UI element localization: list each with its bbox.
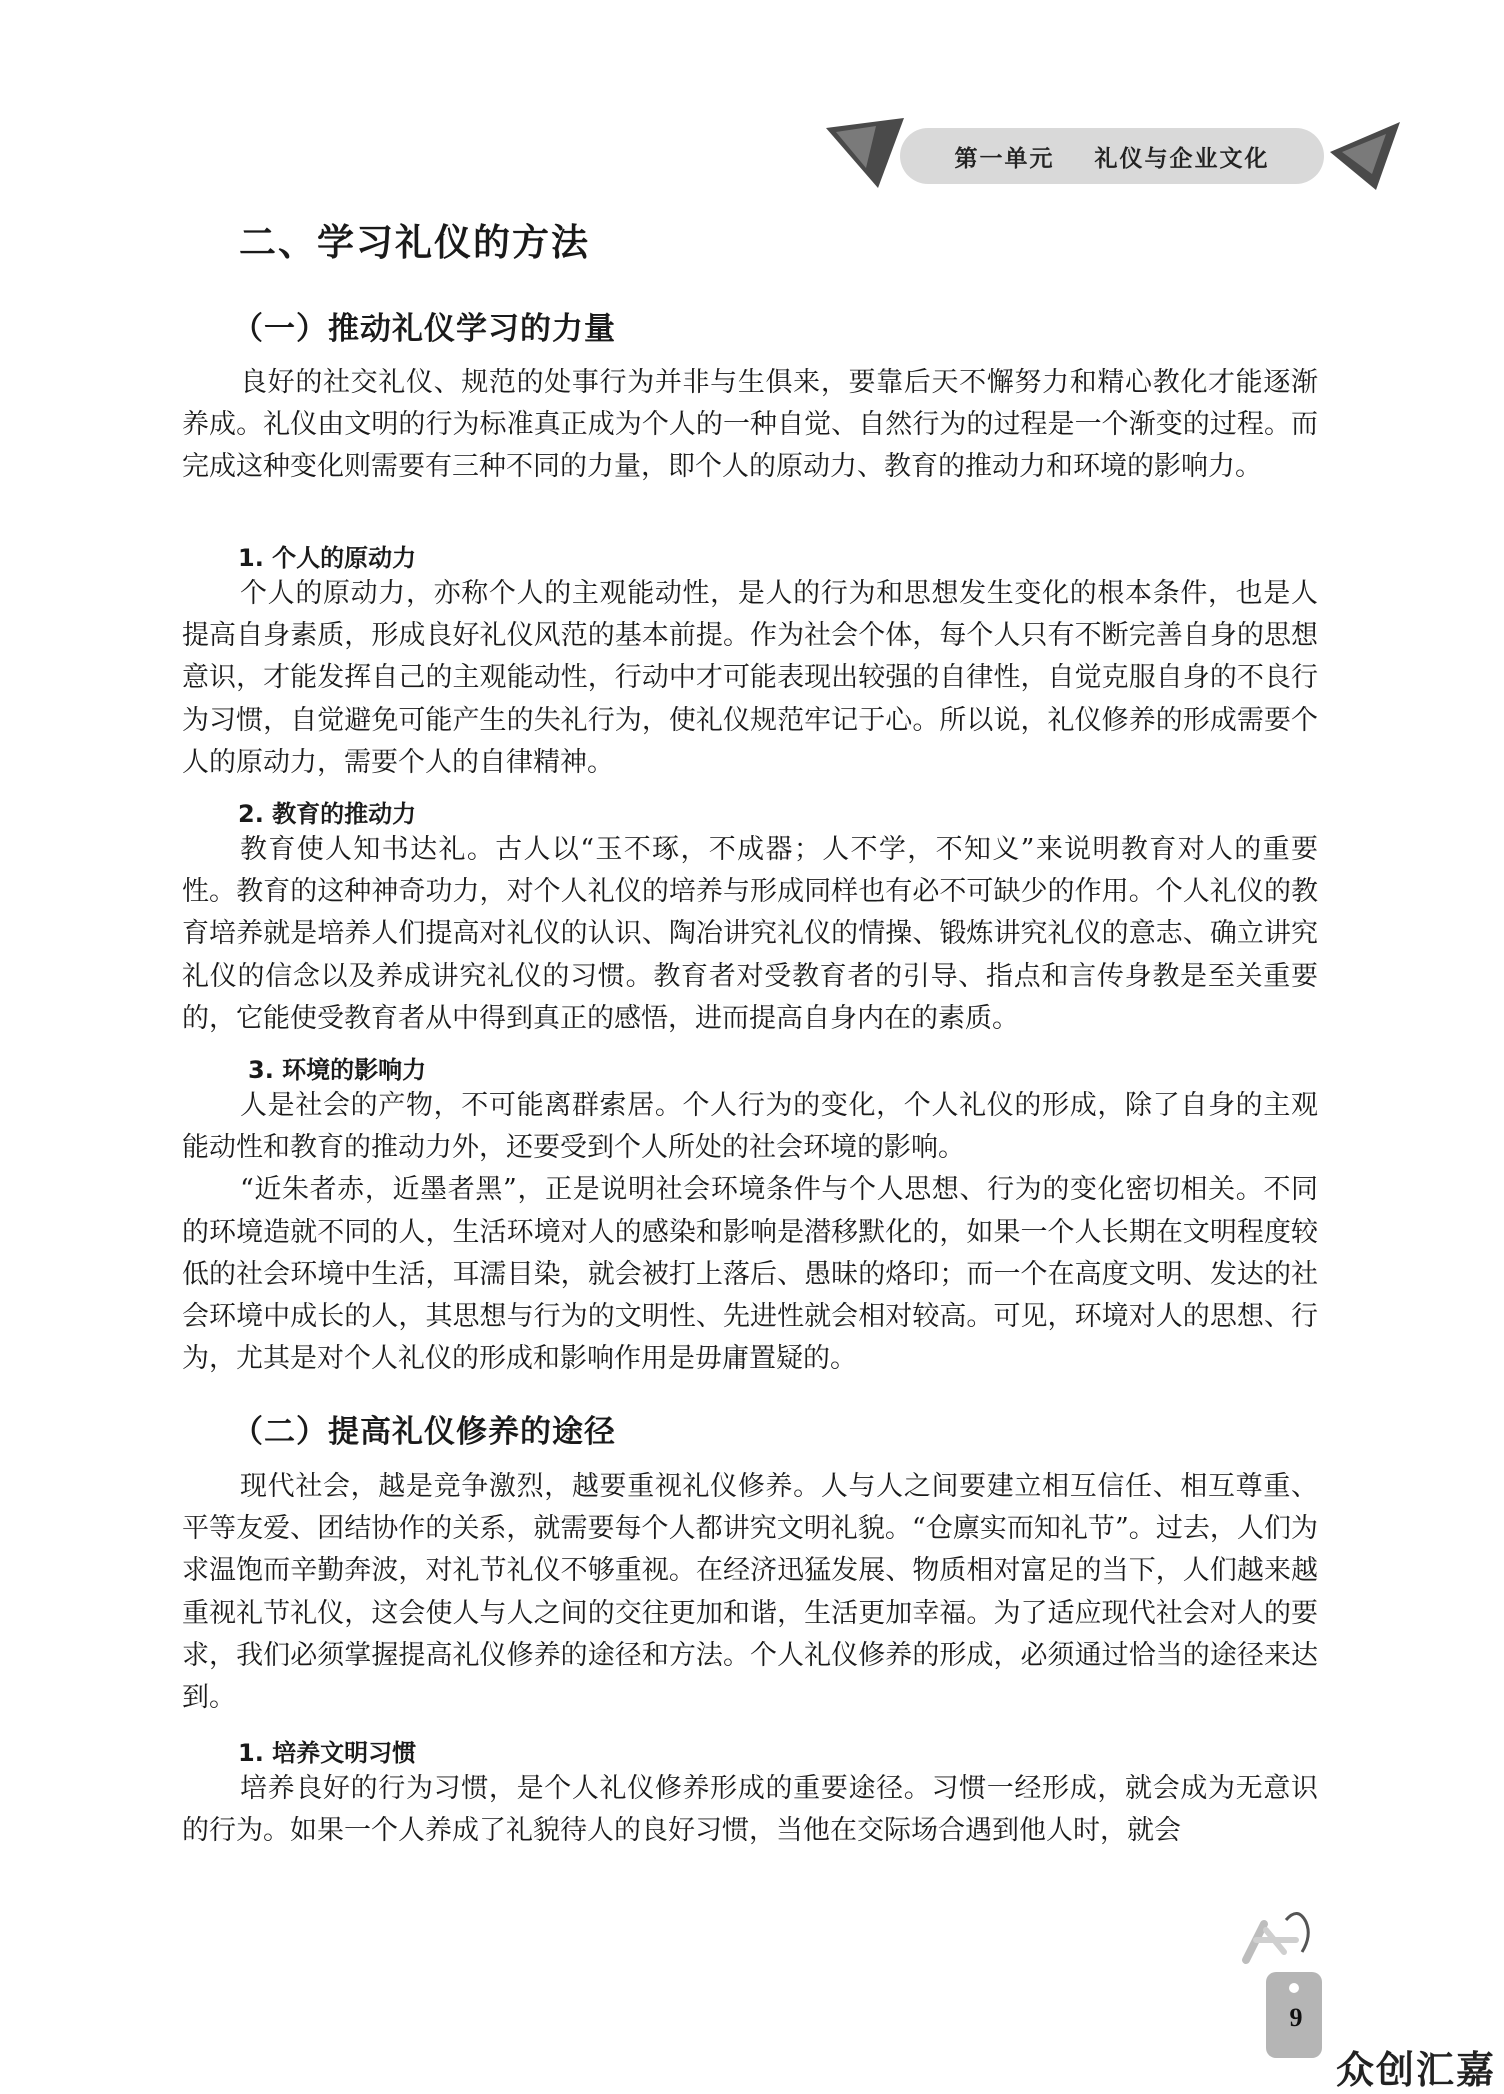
item-body-personal xyxy=(182,573,1318,784)
paragraph: 个人的原动力，亦称个人的主观能动性，是人的行为和思想发生变化的根本条件，也是人提高自身素质，形成良好礼仪风范的基本前提。作为社会个体，每个人只有不断完善自身的思想意识，才能发挥自己的主观能动性，行动中才可能表现出较强的自律性，自觉克服自身的不良行为习惯，自觉避免可能产生的失礼行为，使礼仪规范牢记于心。所以说，礼仪修养的形成需要个人的原动力，需要个人的自律精神。 xyxy=(182,578,1318,778)
item-heading-personal: 1. 个人的原动力 xyxy=(238,544,417,572)
unit-title: 第一单元 礼仪与企业文化 xyxy=(954,145,1270,172)
page-tag-icon xyxy=(1236,1900,1326,2060)
item-body-habits xyxy=(182,1768,1318,1852)
section-title: 二、学习礼仪的方法 xyxy=(239,221,590,264)
paragraph: 教育使人知书达礼。古人以“玉不琢，不成器；人不学，不知义”来说明教育对人的重要性。教育的这种神奇功力，对个人礼仪的培养与形成同样也有必不可缺少的作用。个人礼仪的教育培养就是培养人们提高对礼仪的认识、陶冶讲究礼仪的情操、锻炼讲究礼仪的意志、确立讲究礼仪的信念以及养成讲究礼仪的习惯。教育者对受教育者的引导、指点和言传身教是至关重要的，它能使受教育者从中得到真正的感悟，进而提高自身内在的素质。 xyxy=(182,834,1318,1034)
header-left-triangle xyxy=(826,118,906,190)
subsection-1-title: （一）推动礼仪学习的力量 xyxy=(232,311,616,347)
item-heading-habits: 1. 培养文明习惯 xyxy=(238,1739,417,1767)
paragraph: 现代社会，越是竞争激烈，越要重视礼仪修养。人与人之间要建立相互信任、相互尊重、平等友爱、团结协作的关系，就需要每个人都讲究文明礼貌。“仓廪实而知礼节”。过去，人们为求温饱而辛勤奔波，对礼节礼仪不够重视。在经济迅猛发展、物质相对富足的当下，人们越来越重视礼节礼仪，这会使人与人之间的交往更加和谐，生活更加幸福。为了适应现代社会对人的要求，我们必须掌握提高礼仪修养的途径和方法。个人礼仪修养的形成，必须通过恰当的途径来达到。 xyxy=(182,1471,1318,1714)
subsection-2-title: （二）提高礼仪修养的途径 xyxy=(232,1414,616,1450)
paragraph: 人是社会的产物，不可能离群索居。个人行为的变化，个人礼仪的形成，除了自身的主观能动性和教育的推动力外，还要受到个人所处的社会环境的影响。 xyxy=(182,1090,1318,1164)
item-heading-education: 2. 教育的推动力 xyxy=(238,800,417,828)
subsection-2-intro xyxy=(182,1466,1318,1719)
item-body-environment xyxy=(182,1085,1318,1380)
item-body-education xyxy=(182,829,1318,1040)
page-number: 9 xyxy=(1289,2003,1303,2032)
watermark: 众创汇嘉 xyxy=(1335,2048,1496,2092)
subsection-1-intro xyxy=(182,362,1318,489)
paragraph: 培养良好的行为习惯，是个人礼仪修养形成的重要途径。习惯一经形成，就会成为无意识的行为。如果一个人养成了礼貌待人的良好习惯，当他在交际场合遇到他人时，就会 xyxy=(182,1773,1318,1847)
unit-header-bar xyxy=(900,128,1324,184)
paragraph: “近朱者赤，近墨者黑”，正是说明社会环境条件与个人思想、行为的变化密切相关。不同的环境造就不同的人，生活环境对人的感染和影响是潜移默化的，如果一个人长期在文明程度较低的社会环境中生活，耳濡目染，就会被打上落后、愚昧的烙印；而一个在高度文明、发达的社会环境中成长的人，其思想与行为的文明性、先进性就会相对较高。可见，环境对人的思想、行为，尤其是对个人礼仪的形成和影响作用是毋庸置疑的。 xyxy=(182,1174,1318,1375)
item-heading-environment: 3. 环境的影响力 xyxy=(248,1056,427,1084)
header-right-triangle xyxy=(1330,122,1402,192)
paragraph: 良好的社交礼仪、规范的处事行为并非与生俱来，要靠后天不懈努力和精心教化才能逐渐养成。礼仪由文明的行为标准真正成为个人的一种自觉、自然行为的过程是一个渐变的过程。而完成这种变化则需要有三种不同的力量，即个人的原动力、教育的推动力和环境的影响力。 xyxy=(182,367,1318,483)
